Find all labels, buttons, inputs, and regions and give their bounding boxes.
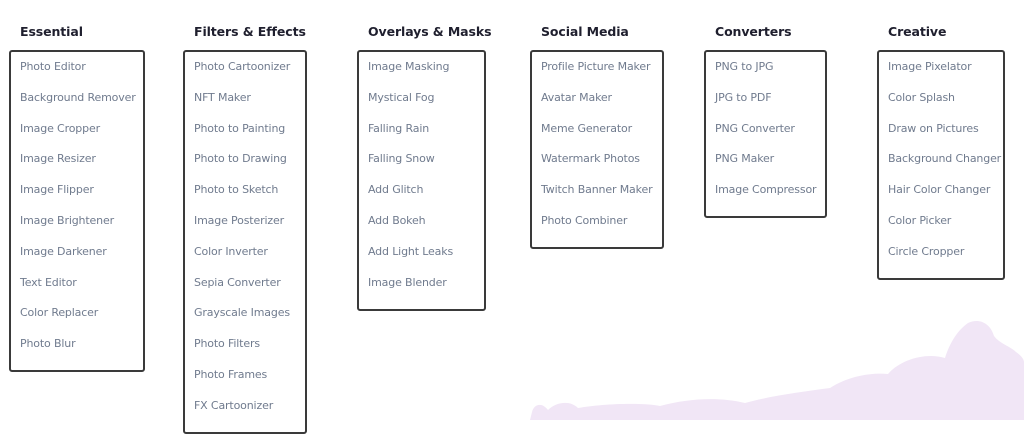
menu-link-meme-generator[interactable]: Meme Generator — [541, 121, 632, 135]
menu-link-image-blender[interactable]: Image Blender — [368, 275, 447, 289]
menu-link-add-light-leaks[interactable]: Add Light Leaks — [368, 244, 454, 258]
menu-link-background-remover[interactable]: Background Remover — [20, 90, 136, 104]
menu-link-photo-cartoonizer[interactable]: Photo Cartoonizer — [194, 60, 291, 73]
menu-link-grayscale-images[interactable]: Grayscale Images — [194, 306, 290, 320]
column-heading: Creative — [888, 24, 947, 39]
menu-link-image-posterizer[interactable]: Image Posterizer — [194, 214, 284, 227]
menu-link-photo-editor[interactable]: Photo Editor — [20, 60, 86, 73]
menu-link-watermark-photos[interactable]: Watermark Photos — [541, 152, 640, 166]
menu-link-mystical-fog[interactable]: Mystical Fog — [368, 90, 435, 104]
menu-link-background-changer[interactable]: Background Changer — [888, 152, 1002, 166]
column-heading: Essential — [20, 24, 83, 39]
menu-link-hair-color-changer[interactable]: Hair Color Changer — [888, 183, 991, 197]
menu-link-falling-rain[interactable]: Falling Rain — [368, 121, 430, 135]
menu-link-image-pixelator[interactable]: Image Pixelator — [888, 60, 972, 73]
menu-link-image-darkener[interactable]: Image Darkener — [20, 244, 107, 258]
menu-link-draw-on-pictures[interactable]: Draw on Pictures — [888, 121, 979, 135]
menu-link-jpg-to-pdf[interactable]: JPG to PDF — [715, 90, 772, 104]
menu-link-image-compressor[interactable]: Image Compressor — [715, 183, 817, 197]
menu-link-twitch-banner-maker[interactable]: Twitch Banner Maker — [541, 183, 653, 197]
menu-link-photo-frames[interactable]: Photo Frames — [194, 368, 268, 381]
menu-box — [9, 50, 145, 372]
menu-link-png-maker[interactable]: PNG Maker — [715, 152, 775, 166]
menu-link-color-picker[interactable]: Color Picker — [888, 214, 952, 227]
menu-link-image-brightener[interactable]: Image Brightener — [20, 214, 114, 227]
column-heading: Converters — [715, 24, 792, 39]
menu-link-color-splash[interactable]: Color Splash — [888, 90, 955, 104]
menu-box — [704, 50, 827, 218]
menu-link-sepia-converter[interactable]: Sepia Converter — [194, 275, 281, 289]
menu-link-photo-filters[interactable]: Photo Filters — [194, 337, 260, 351]
column-heading: Filters & Effects — [194, 24, 306, 39]
menu-link-image-cropper[interactable]: Image Cropper — [20, 121, 100, 135]
menu-link-add-glitch[interactable]: Add Glitch — [368, 183, 424, 197]
menu-link-avatar-maker[interactable]: Avatar Maker — [541, 90, 612, 104]
menu-link-circle-cropper[interactable]: Circle Cropper — [888, 244, 965, 258]
menu-link-photo-to-sketch[interactable]: Photo to Sketch — [194, 183, 279, 197]
menu-box — [877, 50, 1005, 280]
menu-box — [357, 50, 486, 311]
menu-link-fx-cartoonizer[interactable]: FX Cartoonizer — [194, 398, 274, 412]
menu-link-text-editor[interactable]: Text Editor — [20, 275, 77, 289]
menu-link-png-converter[interactable]: PNG Converter — [715, 121, 795, 135]
menu-link-color-inverter[interactable]: Color Inverter — [194, 244, 268, 258]
menu-link-falling-snow[interactable]: Falling Snow — [368, 152, 435, 166]
menu-link-photo-to-painting[interactable]: Photo to Painting — [194, 121, 286, 135]
column-heading: Social Media — [541, 24, 629, 39]
menu-link-nft-maker[interactable]: NFT Maker — [194, 90, 251, 104]
menu-box — [530, 50, 664, 249]
menu-link-image-masking[interactable]: Image Masking — [368, 60, 450, 73]
menu-link-image-resizer[interactable]: Image Resizer — [20, 152, 96, 166]
menu-link-photo-blur[interactable]: Photo Blur — [20, 337, 76, 351]
menu-link-profile-picture-maker[interactable]: Profile Picture Maker — [541, 60, 651, 73]
menu-link-photo-to-drawing[interactable]: Photo to Drawing — [194, 152, 287, 166]
column-heading: Overlays & Masks — [368, 24, 492, 39]
menu-box — [183, 50, 307, 434]
menu-link-png-to-jpg[interactable]: PNG to JPG — [715, 60, 774, 73]
menu-link-image-flipper[interactable]: Image Flipper — [20, 183, 94, 197]
menu-link-photo-combiner[interactable]: Photo Combiner — [541, 214, 628, 227]
menu-link-color-replacer[interactable]: Color Replacer — [20, 306, 99, 320]
menu-link-add-bokeh[interactable]: Add Bokeh — [368, 214, 426, 227]
